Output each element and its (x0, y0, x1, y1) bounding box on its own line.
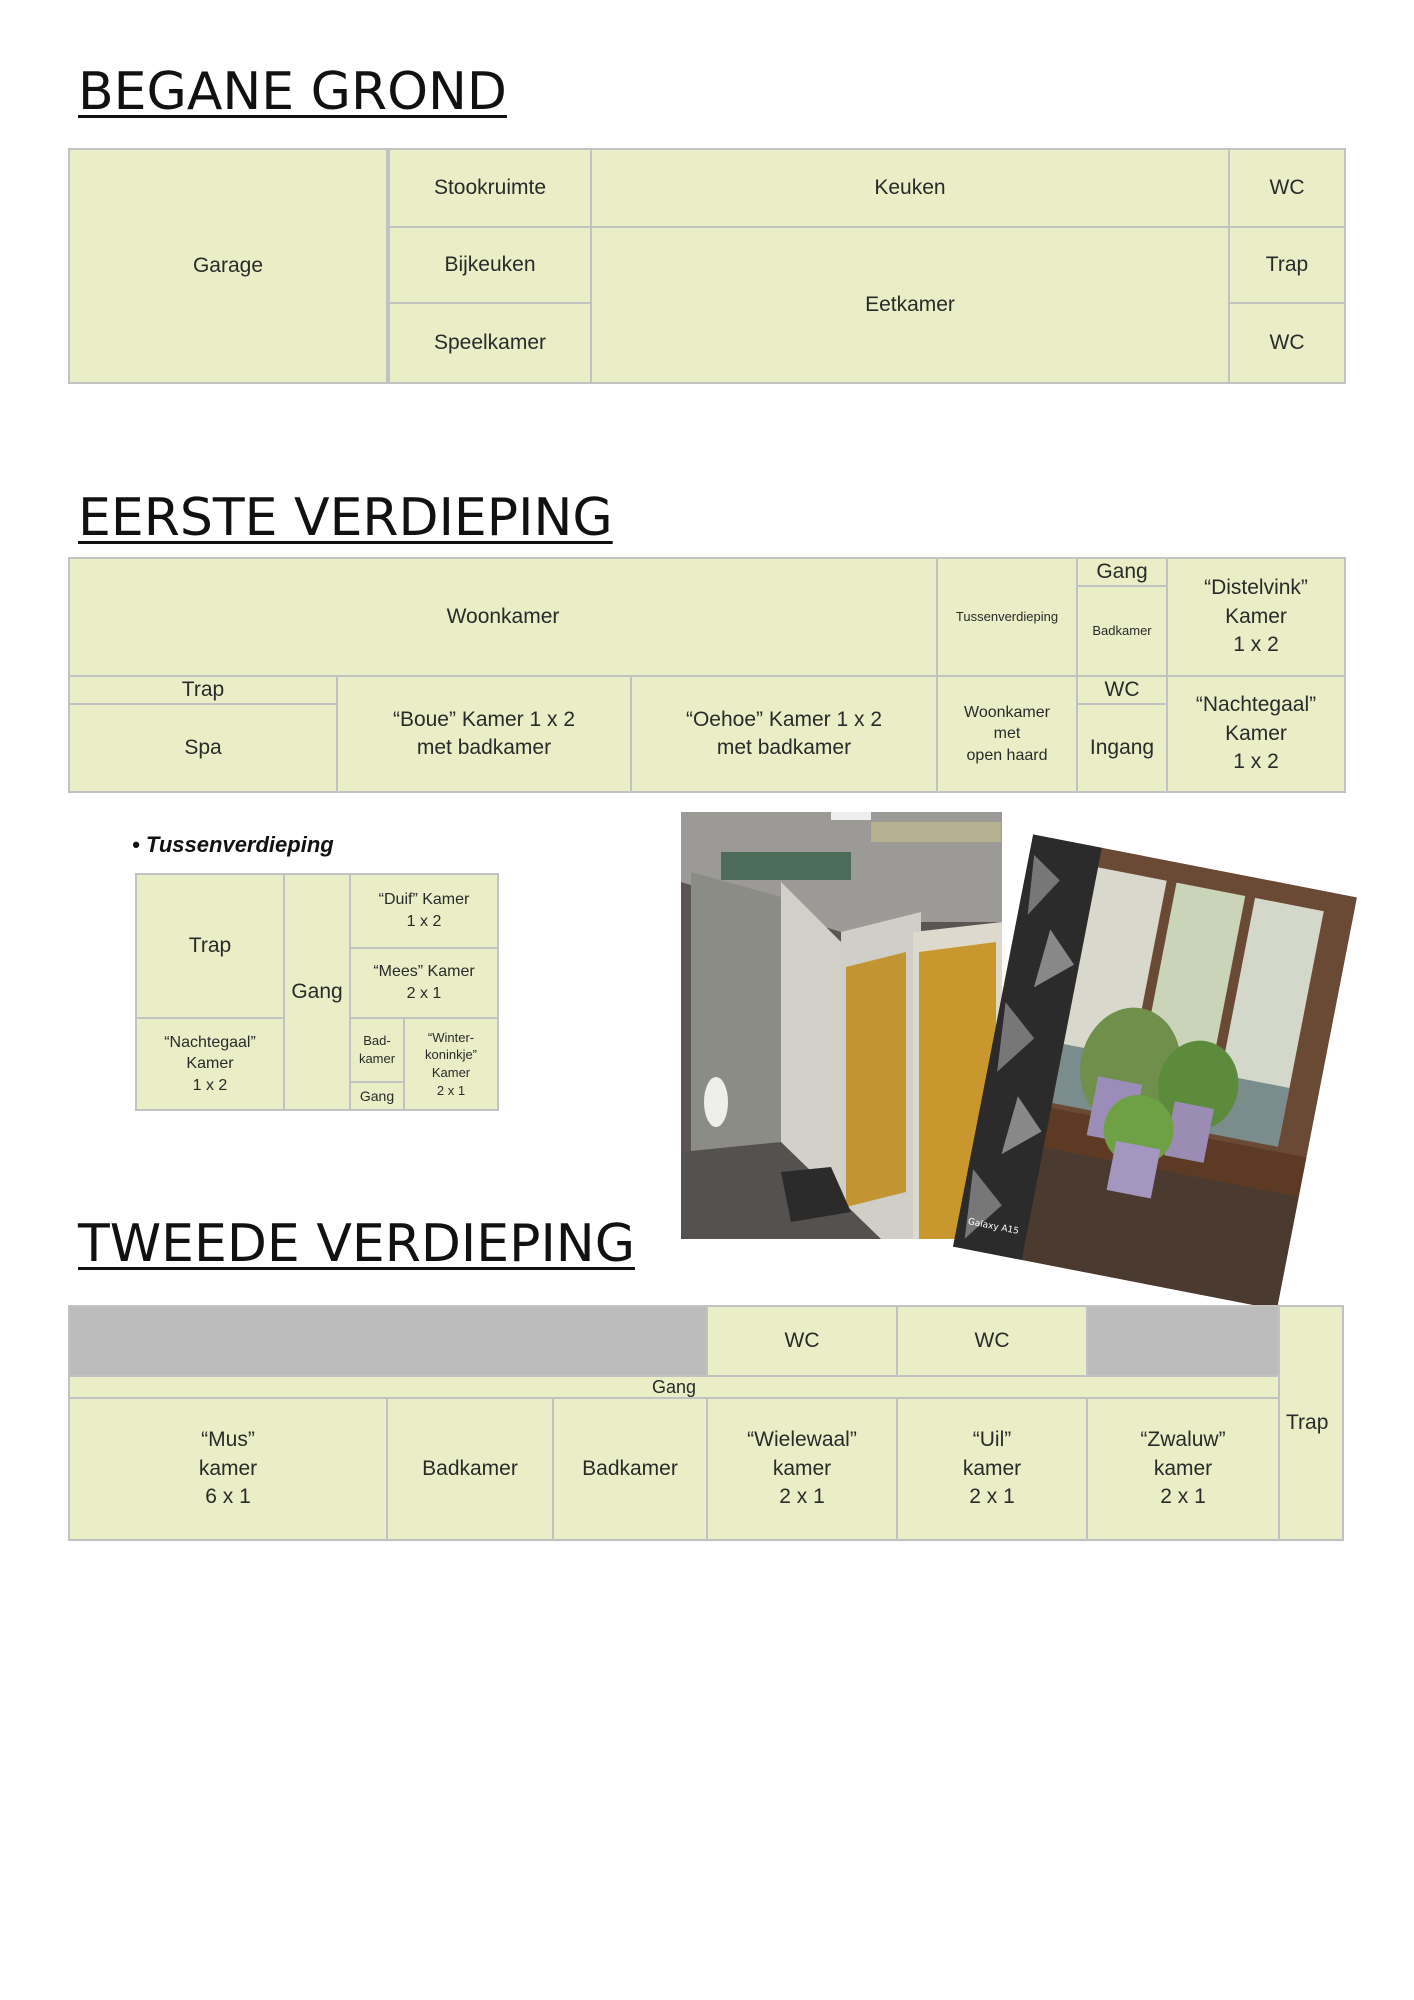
room-mus: “Mus” kamer 6 x 1 (68, 1397, 388, 1541)
room-garage: Garage (68, 148, 388, 384)
room-woonkamer: Woonkamer (68, 557, 938, 677)
room-stookruimte: Stookruimte (388, 148, 592, 228)
hallway-photo-drawing (681, 812, 1002, 1239)
first-floor-title: EERSTE VERDIEPING (78, 488, 613, 548)
room-gang-small: Gang (349, 1081, 405, 1111)
unused-area-right (1086, 1305, 1280, 1377)
mezzanine-plan (135, 873, 499, 1111)
photo-caption: Galaxy A15 (966, 1217, 1020, 1237)
room-bijkeuken: Bijkeuken (388, 226, 592, 304)
room-badkamer-2: Badkamer (552, 1397, 708, 1541)
room-uil: “Uil” kamer 2 x 1 (896, 1397, 1088, 1541)
room-zwaluw: “Zwaluw” kamer 2 x 1 (1086, 1397, 1280, 1541)
window-photo-drawing (953, 834, 1357, 1309)
second-floor-plan (68, 1305, 1344, 1541)
second-floor-title: TWEEDE VERDIEPING (78, 1214, 635, 1274)
room-wc-2: WC (896, 1305, 1088, 1377)
room-nachtegaal: “Nachtegaal” Kamer 1 x 2 (1166, 675, 1346, 793)
room-gang: Gang (283, 873, 351, 1111)
room-winterkoninkje: “Winter- koninkje” Kamer 2 x 1 (403, 1017, 499, 1111)
first-floor-plan (68, 557, 1346, 793)
photo-window-plants (953, 834, 1357, 1309)
room-trap: Trap (68, 675, 338, 705)
room-mees: “Mees” Kamer 2 x 1 (349, 947, 499, 1019)
room-gang: Gang (1076, 557, 1168, 587)
room-wielewaal: “Wielewaal” kamer 2 x 1 (706, 1397, 898, 1541)
room-tussenverdieping: Tussenverdieping (936, 557, 1078, 677)
room-eetkamer: Eetkamer (590, 226, 1230, 384)
room-trap: Trap (135, 873, 285, 1019)
room-distelvink: “Distelvink” Kamer 1 x 2 (1166, 557, 1346, 677)
room-boue: “Boue” Kamer 1 x 2 met badkamer (336, 675, 632, 793)
room-trap: Trap (1278, 1305, 1344, 1541)
ground-floor-plan (68, 148, 1346, 384)
corridor-gang: Gang (68, 1375, 1280, 1399)
room-keuken: Keuken (590, 148, 1230, 228)
room-wc-2: WC (1228, 302, 1346, 384)
room-ingang: Ingang (1076, 703, 1168, 793)
mezzanine-bullet (132, 832, 334, 858)
room-badkamer: Bad- kamer (349, 1017, 405, 1083)
photo-hallway (681, 812, 1002, 1239)
room-oehoe: “Oehoe” Kamer 1 x 2 met badkamer (630, 675, 938, 793)
room-speelkamer: Speelkamer (388, 302, 592, 384)
room-trap: Trap (1228, 226, 1346, 304)
room-badkamer: Badkamer (1076, 585, 1168, 677)
room-wc-1: WC (1228, 148, 1346, 228)
room-wc: WC (1076, 675, 1168, 705)
ground-floor-title: BEGANE GROND (78, 62, 507, 122)
bullet-dot: • (132, 832, 140, 857)
room-woonkamer-open-haard: Woonkamer met open haard (936, 675, 1078, 793)
room-duif: “Duif” Kamer 1 x 2 (349, 873, 499, 949)
mezzanine-label: Tussenverdieping (145, 832, 334, 857)
unused-area-left (68, 1305, 708, 1377)
room-nachtegaal: “Nachtegaal” Kamer 1 x 2 (135, 1017, 285, 1111)
room-spa: Spa (68, 703, 338, 793)
room-wc-1: WC (706, 1305, 898, 1377)
room-badkamer-1: Badkamer (386, 1397, 554, 1541)
